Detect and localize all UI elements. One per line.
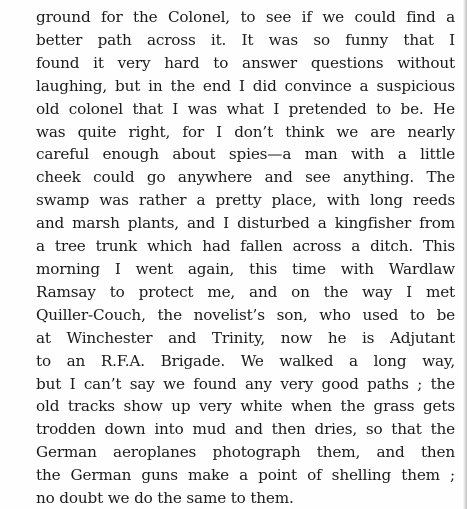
text-line: and marsh plants, and I disturbed a kingfisher from [36,214,455,233]
text-line: old tracks show up very white when the grass gets [36,397,455,416]
text-line: no doubt we do the same to them. [36,489,294,508]
text-line: ground for the Colonel, to see if we could find a [36,8,455,26]
text-line: but I can’t say we found any very good paths ; the [36,374,455,393]
text-line: at Winchester and Trinity, now he is Adjutant [36,328,455,347]
text-line: cheek could go anywhere and see anything. The [36,168,455,187]
text-line: to an R.F.A. Brigade. We walked a long way, [36,351,455,370]
text-line: German aeroplanes photograph them, and then [36,443,455,462]
text-line: found it very hard to answer questions without [36,53,455,72]
body-text [36,6,455,509]
text-line: Ramsay to protect me, and on the way I met [36,282,455,301]
text-line: the German guns make a point of shelling them ; [36,466,455,485]
text-line: careful enough about spies—a man with a little [36,145,455,164]
text-line: Quiller-Couch, the novelist’s son, who used to be [36,305,455,324]
text-line: was quite right, for I don’t think we are nearly [36,122,455,141]
text-line: morning I went again, this time with Wardlaw [36,259,455,278]
text-line: swamp was rather a pretty place, with long reeds [36,191,455,210]
text-line: old colonel that I was what I pretended to be. He [36,99,455,118]
text-line: a tree trunk which had fallen across a ditch. This [36,237,455,256]
text-line: trodden down into mud and then dries, so that the [36,420,455,439]
text-line: laughing, but in the end I did convince a suspicious [36,76,455,95]
text-line: better path across it. It was so funny that I [36,30,455,49]
